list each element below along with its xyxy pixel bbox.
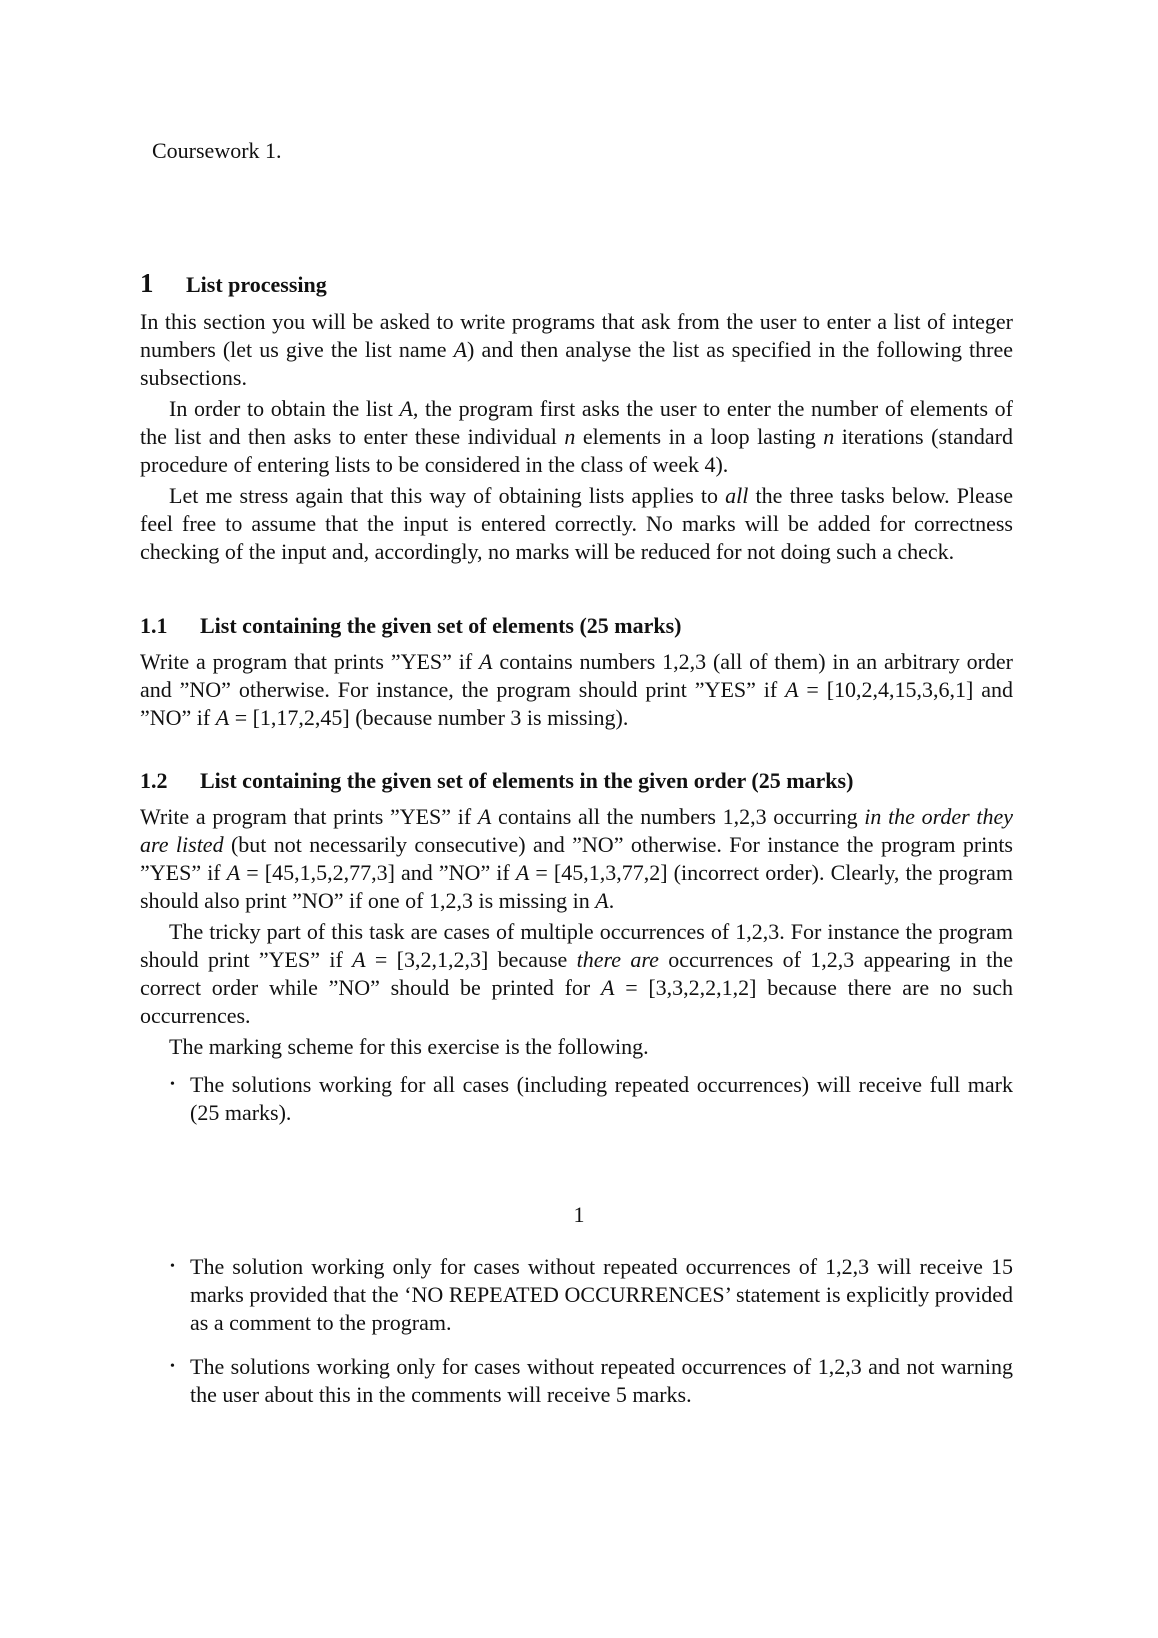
subsection-heading: 1.2 List containing the given set of elements in the given order (25 marks) — [140, 768, 854, 793]
marking-scheme-list — [140, 1071, 1013, 1127]
section-number: 1 — [140, 268, 154, 298]
page-number: 1 — [573, 1202, 585, 1227]
list-item: • The solutions working only for cases without repeated occurrences of 1,2,3 and not warning the user about this in the comments will receive 5 marks. — [170, 1354, 1013, 1407]
list-item: • The solutions working for all cases (including repeated occurrences) will receive full mark (25 marks). — [170, 1072, 1013, 1125]
marking-scheme-intro: The marking scheme for this exercise is the following. — [169, 1034, 649, 1059]
marking-scheme-list-continued — [140, 1253, 1013, 1409]
section-1 — [140, 268, 1013, 566]
subsection-1-2-paragraph-1: Write a program that prints ”YES” if A contains all the numbers 1,2,3 occurring in the order they are listed (but not necessarily consecutive) and ”NO” otherwise. For instance the program prints ”YES” if A = [45,1,5,2,77,3] and ”NO” if A = [45,1,3,77,2] (incorrect order). Clearly, the program should also print ”NO” if one of 1,2,3 is missing in A. — [140, 804, 1014, 913]
list-item: • The solution working only for cases without repeated occurrences of 1,2,3 will receive 15 marks provided that the ‘NO REPEATED OCCURRENCES’ statement is explicitly provided as a comment to the program. — [170, 1254, 1013, 1335]
marking-scheme-continued — [140, 1253, 1013, 1409]
intro-paragraph-3: Let me stress again that this way of obtaining lists applies to all the three tasks below. Please feel free to assume that the input is entered correctly. No marks will be added for correctness checking of the input and, accordingly, no marks will be reduced for not doing such a check. — [140, 483, 1013, 564]
intro-paragraph-1: In this section you will be asked to write programs that ask from the user to enter a list of integer numbers (let us give the list name A) and then analyse the list as specified in the following three subsections. — [140, 309, 1014, 390]
bullet-icon: • — [170, 1359, 175, 1374]
subsection-1-2 — [140, 767, 1013, 1127]
subsection-1-2-paragraph-2: The tricky part of this task are cases of multiple occurrences of 1,2,3. For instance the program should print ”YES” if A = [3,2,1,2,3] because there are occurrences of 1,2,3 appearing in the correct order while ”NO” should be printed for A = [3,3,2,2,1,2] because there are no such occurrences. — [140, 919, 1013, 1028]
subsection-1-1 — [140, 612, 1013, 732]
section-title: List processing — [186, 272, 327, 297]
bullet-icon: • — [170, 1077, 175, 1092]
subsection-heading: 1.1 List containing the given set of elements (25 marks) — [140, 613, 682, 638]
page-header: Coursework 1. — [152, 138, 282, 163]
intro-paragraph-2: In order to obtain the list A, the program first asks the user to enter the number of elements of the list and then asks to enter these individual n elements in a loop lasting n iterations (standard procedure of entering lists to be considered in the class of week 4). — [140, 396, 1013, 477]
subsection-1-1-paragraph: Write a program that prints ”YES” if A contains numbers 1,2,3 (all of them) in an arbitrary order and ”NO” otherwise. For instance, the program should print ”YES” if A = [10,2,4,15,3,6,1] and ”NO” if A = [1,17,2,45] (because number 3 is missing). — [140, 649, 1013, 730]
section-heading — [140, 268, 1013, 300]
bullet-icon: • — [170, 1259, 175, 1274]
